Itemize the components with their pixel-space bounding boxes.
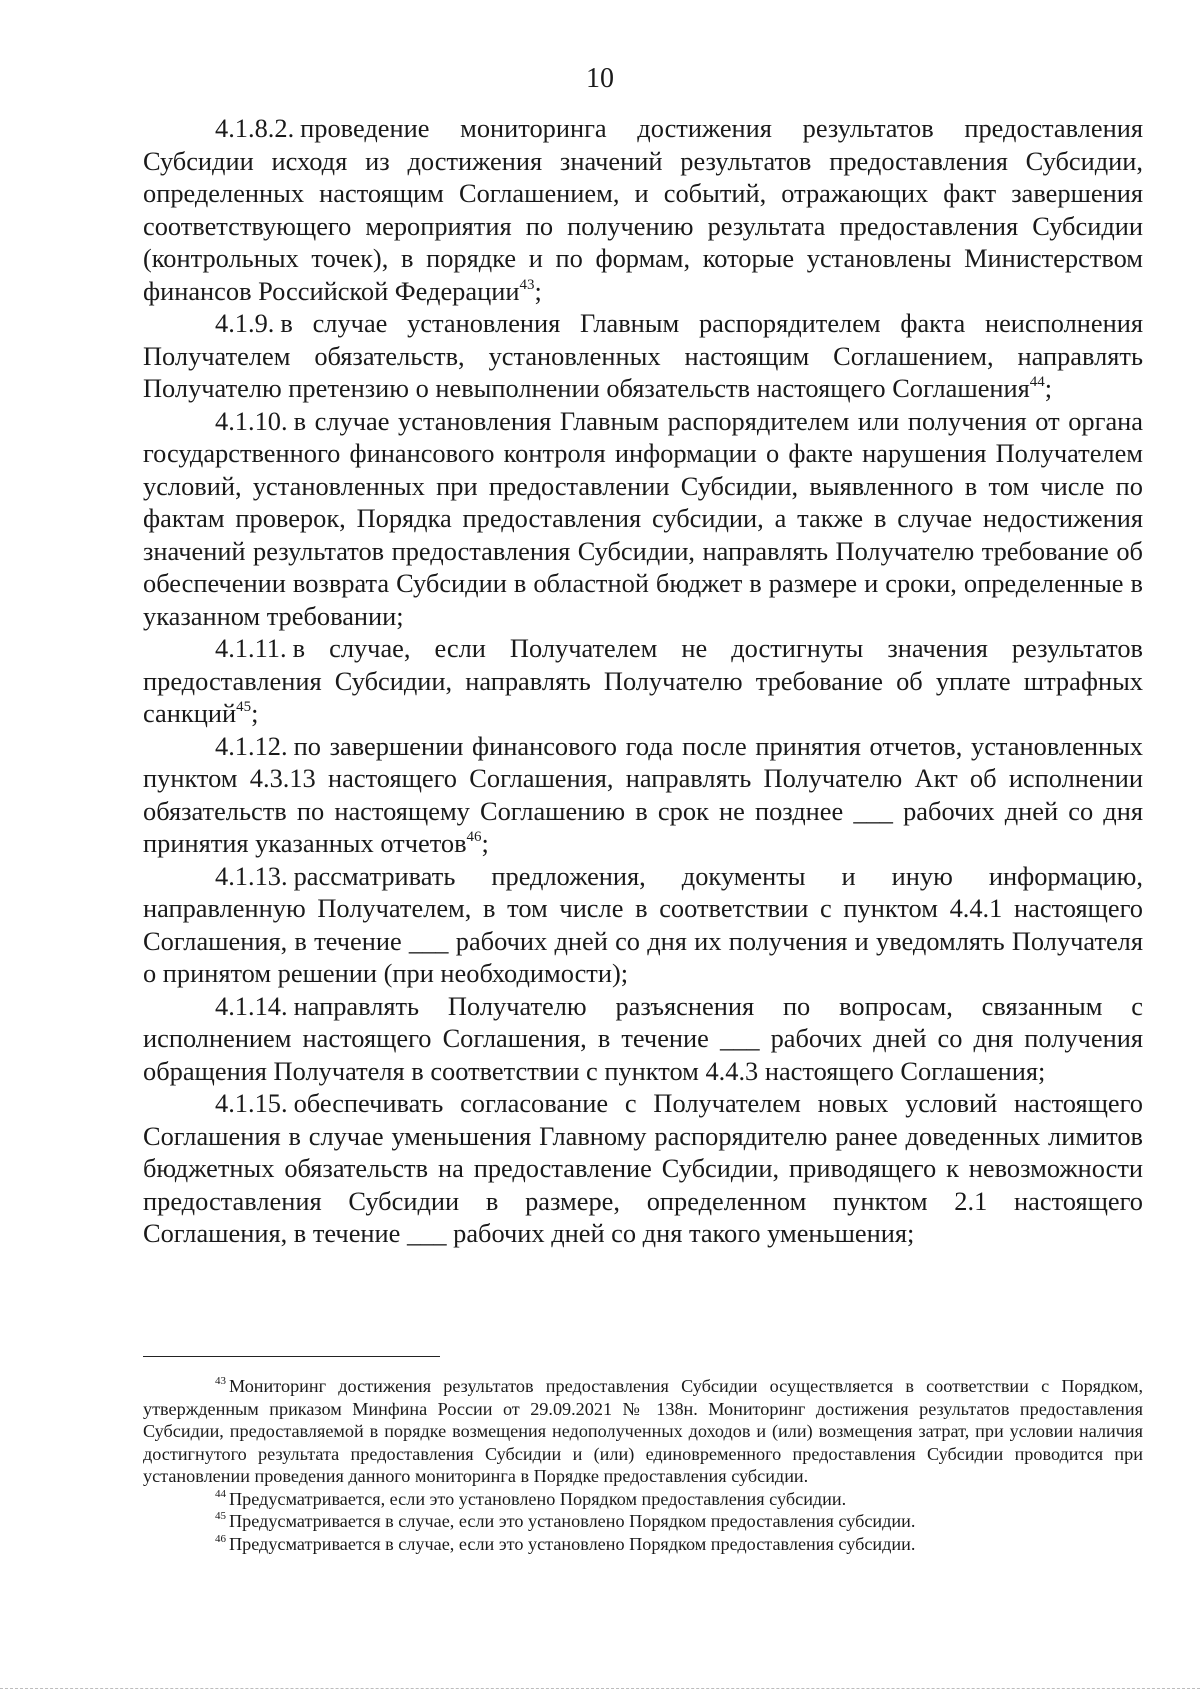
footnote-46 — [143, 1533, 1143, 1556]
footnote-mark: 43 — [215, 1375, 226, 1387]
clause-end-punctuation: ; — [481, 828, 489, 858]
clause-text: проведение мониторинга достижения результатов предоставления Субсидии исходя из достижения значений результатов предоставления Субсидии, определенных настоящим Соглашением, и событий, отражающих факт завершения соответствующего мероприятия по получению результата предоставления Субсидии (контрольных точек), в порядке и по формам, которые установлены Министерством финансов Российской Федерации — [143, 113, 1143, 306]
clause-text: в случае, если Получателем не достигнуты значения результатов предоставления Субсидии, направлять Получателю требование об уплате штрафных санкций — [143, 633, 1143, 728]
footnotes-section — [143, 1375, 1143, 1555]
clause-4-1-8-2 — [143, 112, 1143, 307]
footnote-43 — [143, 1375, 1143, 1488]
scan-edge-line — [0, 1688, 1200, 1689]
clause-end-punctuation: ; — [534, 275, 542, 306]
clause-end-punctuation: ; — [251, 698, 259, 728]
clause-number: 4.1.10. — [215, 405, 288, 436]
clause-number: 4.1.14. — [215, 990, 288, 1021]
clause-text: по завершении финансового года после принятия отчетов, установленных пунктом 4.3.13 настоящего Соглашения, направлять Получателю Акт об исполнении обязательств по настоящему Соглашению в срок не позднее ___ рабочих дней со дня принятия указанных отчетов — [143, 730, 1143, 858]
page-number: 10 — [586, 63, 614, 94]
footnote-text: Предусматривается в случае, если это установлено Порядком предоставления субсидии. — [229, 1511, 916, 1531]
footnote-text: Мониторинг достижения результатов предоставления Субсидии осуществляется в соответствии с Порядком, утвержденным приказом Минфина России от 29.09.2021 № 138н. Мониторинг достижения результатов предоставления Субсидии, предоставляемой в порядке возмещения недополученных доходов и (или) возмещения затрат, при условии наличия достигнутого результата предоставления Субсидии и (или) единовременного предоставления Субсидии проводится при установлении проведения данного мониторинга в Порядке предоставления субсидии. — [143, 1376, 1143, 1486]
footnote-reference[interactable]: 46 — [466, 829, 482, 845]
clause-text: обеспечивать согласование с Получателем новых условий настоящего Соглашения в случае уменьшения Главному распорядителю ранее доведенных лимитов бюджетных обязательств на предоставление Субсидии, приводящего к невозможности предоставления Субсидии в размере, определенном пунктом 2.1 настоящего Соглашения, в течение ___ рабочих дней со дня такого уменьшения; — [143, 1088, 1143, 1248]
clause-number: 4.1.8.2. — [215, 113, 295, 143]
clause-number: 4.1.13. — [215, 860, 288, 891]
clause-4-1-11 — [143, 632, 1143, 730]
clause-number: 4.1.9. — [215, 308, 275, 338]
clause-4-1-12 — [143, 730, 1143, 860]
footnote-text: Предусматривается в случае, если это установлено Порядком предоставления субсидии. — [229, 1533, 916, 1554]
clause-text: в случае установления Главным распорядителем или получения от органа государственного финансового контроля информации о факте нарушения Получателем условий, установленных при предоставлении Субсидии, выявленного в том числе по фактам проверок, Порядка предоставления субсидии, а также в случае недостижения значений результатов предоставления Субсидии, направлять Получателю требование об обеспечении возврата Субсидии в областной бюджет в размере и сроки, определенные в указанном требовании; — [143, 405, 1143, 631]
footnote-mark: 45 — [215, 1510, 226, 1522]
footnote-reference[interactable]: 45 — [236, 699, 252, 715]
clause-text: направлять Получателю разъяснения по вопросам, связанным с исполнением настоящего Соглашения, в течение ___ рабочих дней со дня получения обращения Получателя в соответствии с пунктом 4.4.3 настоящего Соглашения; — [143, 990, 1143, 1086]
clause-number: 4.1.15. — [215, 1088, 288, 1118]
footnote-45 — [143, 1510, 1143, 1533]
clause-4-1-13 — [143, 860, 1143, 990]
clause-4-1-14 — [143, 990, 1143, 1088]
footnote-separator — [143, 1356, 440, 1357]
footnote-mark: 44 — [215, 1487, 226, 1500]
footnote-reference[interactable]: 44 — [1029, 374, 1045, 390]
clause-4-1-15 — [143, 1087, 1143, 1250]
clause-number: 4.1.12. — [215, 730, 288, 761]
clause-text: в случае установления Главным распорядителем факта неисполнения Получателем обязательств, установленных настоящим Соглашением, направлять Получателю претензию о невыполнении обязательств настоящего Соглашения — [143, 308, 1143, 403]
clause-4-1-9 — [143, 307, 1143, 405]
clause-text: рассматривать предложения, документы и иную информацию, направленную Получателем, в том числе в соответствии с пунктом 4.4.1 настоящего Соглашения, в течение ___ рабочих дней со дня их получения и уведомлять Получателя о принятом решении (при необходимости); — [143, 860, 1143, 988]
footnote-44 — [143, 1488, 1143, 1511]
clause-number: 4.1.11. — [215, 633, 287, 663]
clause-4-1-10 — [143, 405, 1143, 633]
footnote-mark: 46 — [215, 1532, 226, 1545]
clause-end-punctuation: ; — [1044, 373, 1053, 403]
footnote-reference[interactable]: 43 — [519, 276, 535, 293]
document-body — [143, 112, 1143, 1250]
footnote-text: Предусматривается, если это установлено Порядком предоставления субсидии. — [229, 1488, 847, 1509]
